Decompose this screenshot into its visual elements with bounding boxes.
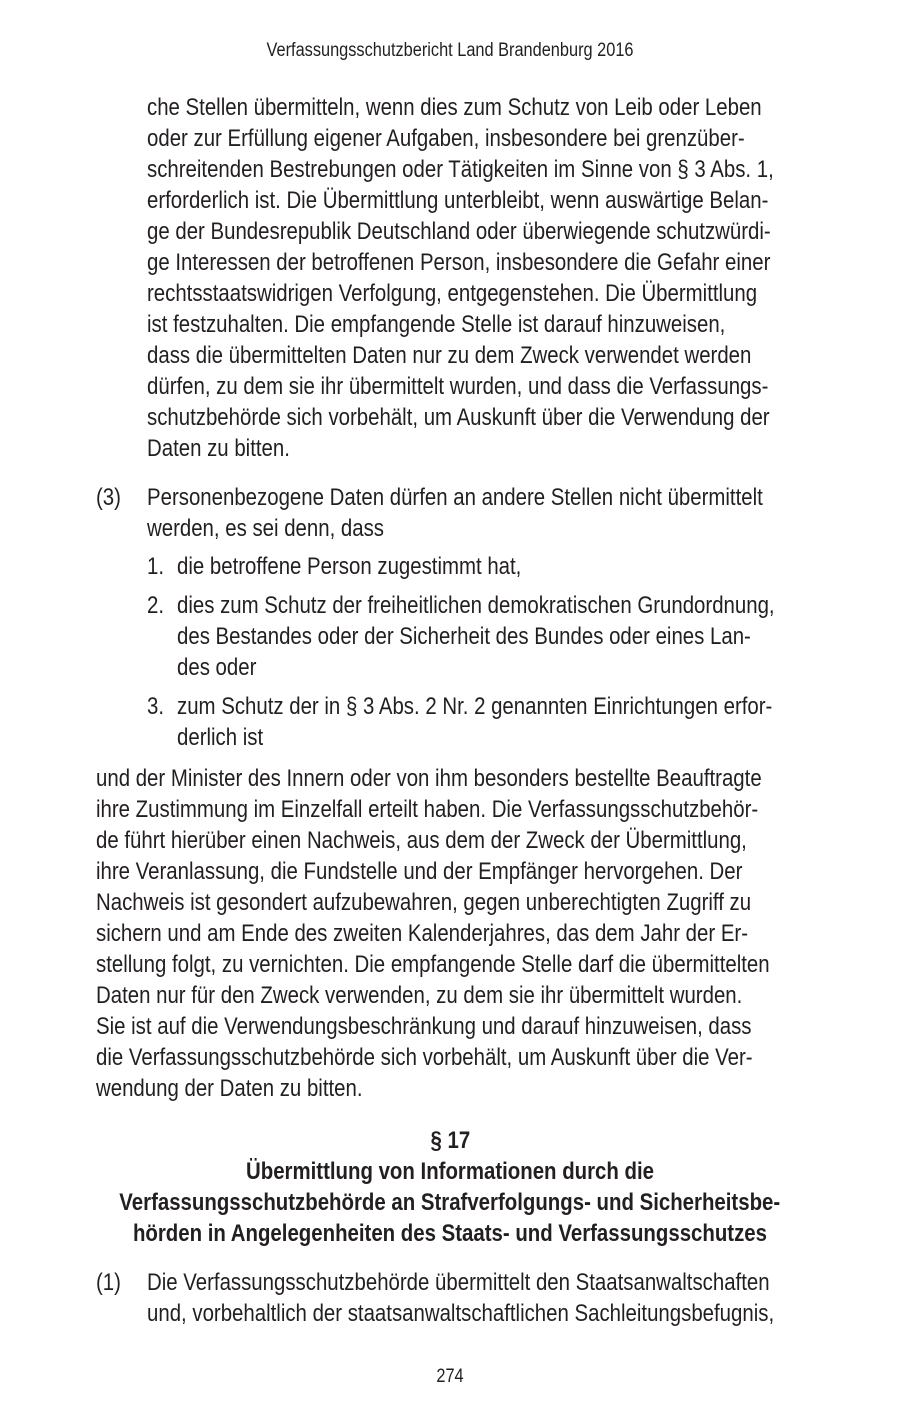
text-line: oder zur Erfüllung eigener Aufgaben, insbesondere bei grenzüber- [147, 125, 745, 152]
text-line: des Bestandes oder der Sicherheit des Bundes oder eines Lan- [177, 623, 751, 650]
text-line: und, vorbehaltlich der staatsanwaltschaftlichen Sachleitungsbefugnis, [147, 1300, 775, 1327]
text-line: Personenbezogene Daten dürfen an andere Stellen nicht übermittelt [147, 484, 763, 511]
text-line: stellung folgt, zu vernichten. Die empfangende Stelle darf die übermittelten [96, 951, 770, 978]
list-item-number: 1. [147, 553, 165, 580]
text-line: schreitenden Bestrebungen oder Tätigkeiten im Sinne von § 3 Abs. 1, [147, 156, 774, 183]
text-line: ge Interessen der betroffenen Person, insbesondere die Gefahr einer [147, 249, 771, 276]
text-line: werden, es sei denn, dass [147, 515, 385, 542]
list-item-number: 2. [147, 592, 165, 619]
text-line: ge der Bundesrepublik Deutschland oder überwiegende schutzwürdi- [147, 218, 771, 245]
paragraph-number: (3) [96, 484, 121, 511]
section-title-line: Übermittlung von Informationen durch die [246, 1158, 654, 1185]
text-line: ist festzuhalten. Die empfangende Stelle ist darauf hinzuweisen, [147, 311, 726, 338]
running-header: Verfassungsschutzbericht Land Brandenburg 2016 [266, 40, 634, 61]
list-item-number: 3. [147, 693, 165, 720]
text-line: sichern und am Ende des zweiten Kalenderjahres, das dem Jahr der Er- [96, 920, 749, 947]
text-line: Die Verfassungsschutzbehörde übermittelt den Staatsanwaltschaften [147, 1269, 770, 1296]
text-line: die Verfassungsschutzbehörde sich vorbehält, um Auskunft über die Ver- [96, 1044, 753, 1071]
text-line: Daten nur für den Zweck verwenden, zu dem sie ihr übermittelt wurden. [96, 982, 743, 1009]
text-line: dürfen, zu dem sie ihr übermittelt wurden, und dass die Verfassungs- [147, 373, 769, 400]
text-line: ihre Veranlassung, die Fundstelle und der Empfänger hervorgehen. Der [96, 858, 743, 885]
section-title-line: hörden in Angelegenheiten des Staats- und Verfassungsschutzes [132, 1220, 768, 1247]
text-line: Nachweis ist gesondert aufzubewahren, gegen unberechtigten Zugriff zu [96, 889, 752, 916]
text-line: dies zum Schutz der freiheitlichen demokratischen Grundordnung, [177, 592, 775, 619]
text-line: zum Schutz der in § 3 Abs. 2 Nr. 2 genannten Einrichtungen erfor- [177, 693, 773, 720]
paragraph-number: (1) [96, 1269, 121, 1296]
page-number: 274 [436, 1366, 464, 1387]
text-line: schutzbehörde sich vorbehält, um Auskunft über die Verwendung der [147, 404, 770, 431]
section-title-line: Verfassungsschutzbehörde an Strafverfolgungs- und Sicherheitsbe- [119, 1189, 781, 1216]
text-line: und der Minister des Innern oder von ihm besonders bestellte Beauftragte [96, 765, 762, 792]
text-line: Sie ist auf die Verwendungsbeschränkung und darauf hinzuweisen, dass [96, 1013, 752, 1040]
text-line: Daten zu bitten. [147, 435, 290, 462]
text-line: erforderlich ist. Die Übermittlung unterbleibt, wenn auswärtige Belan- [147, 187, 769, 214]
text-line: che Stellen übermitteln, wenn dies zum Schutz von Leib oder Leben [147, 94, 762, 121]
text-line: de führt hierüber einen Nachweis, aus dem der Zweck der Übermittlung, [96, 827, 747, 854]
text-line: die betroffene Person zugestimmt hat, [177, 553, 522, 580]
text-line: derlich ist [177, 724, 264, 751]
text-line: des oder [177, 654, 257, 681]
text-line: ihre Zustimmung im Einzelfall erteilt haben. Die Verfassungsschutzbehör- [96, 796, 759, 823]
section-number: § 17 [430, 1127, 470, 1154]
text-line: rechtsstaatswidrigen Verfolgung, entgegenstehen. Die Übermittlung [147, 280, 758, 307]
text-line: wendung der Daten zu bitten. [96, 1075, 363, 1102]
text-line: dass die übermittelten Daten nur zu dem Zweck verwendet werden [147, 342, 752, 369]
